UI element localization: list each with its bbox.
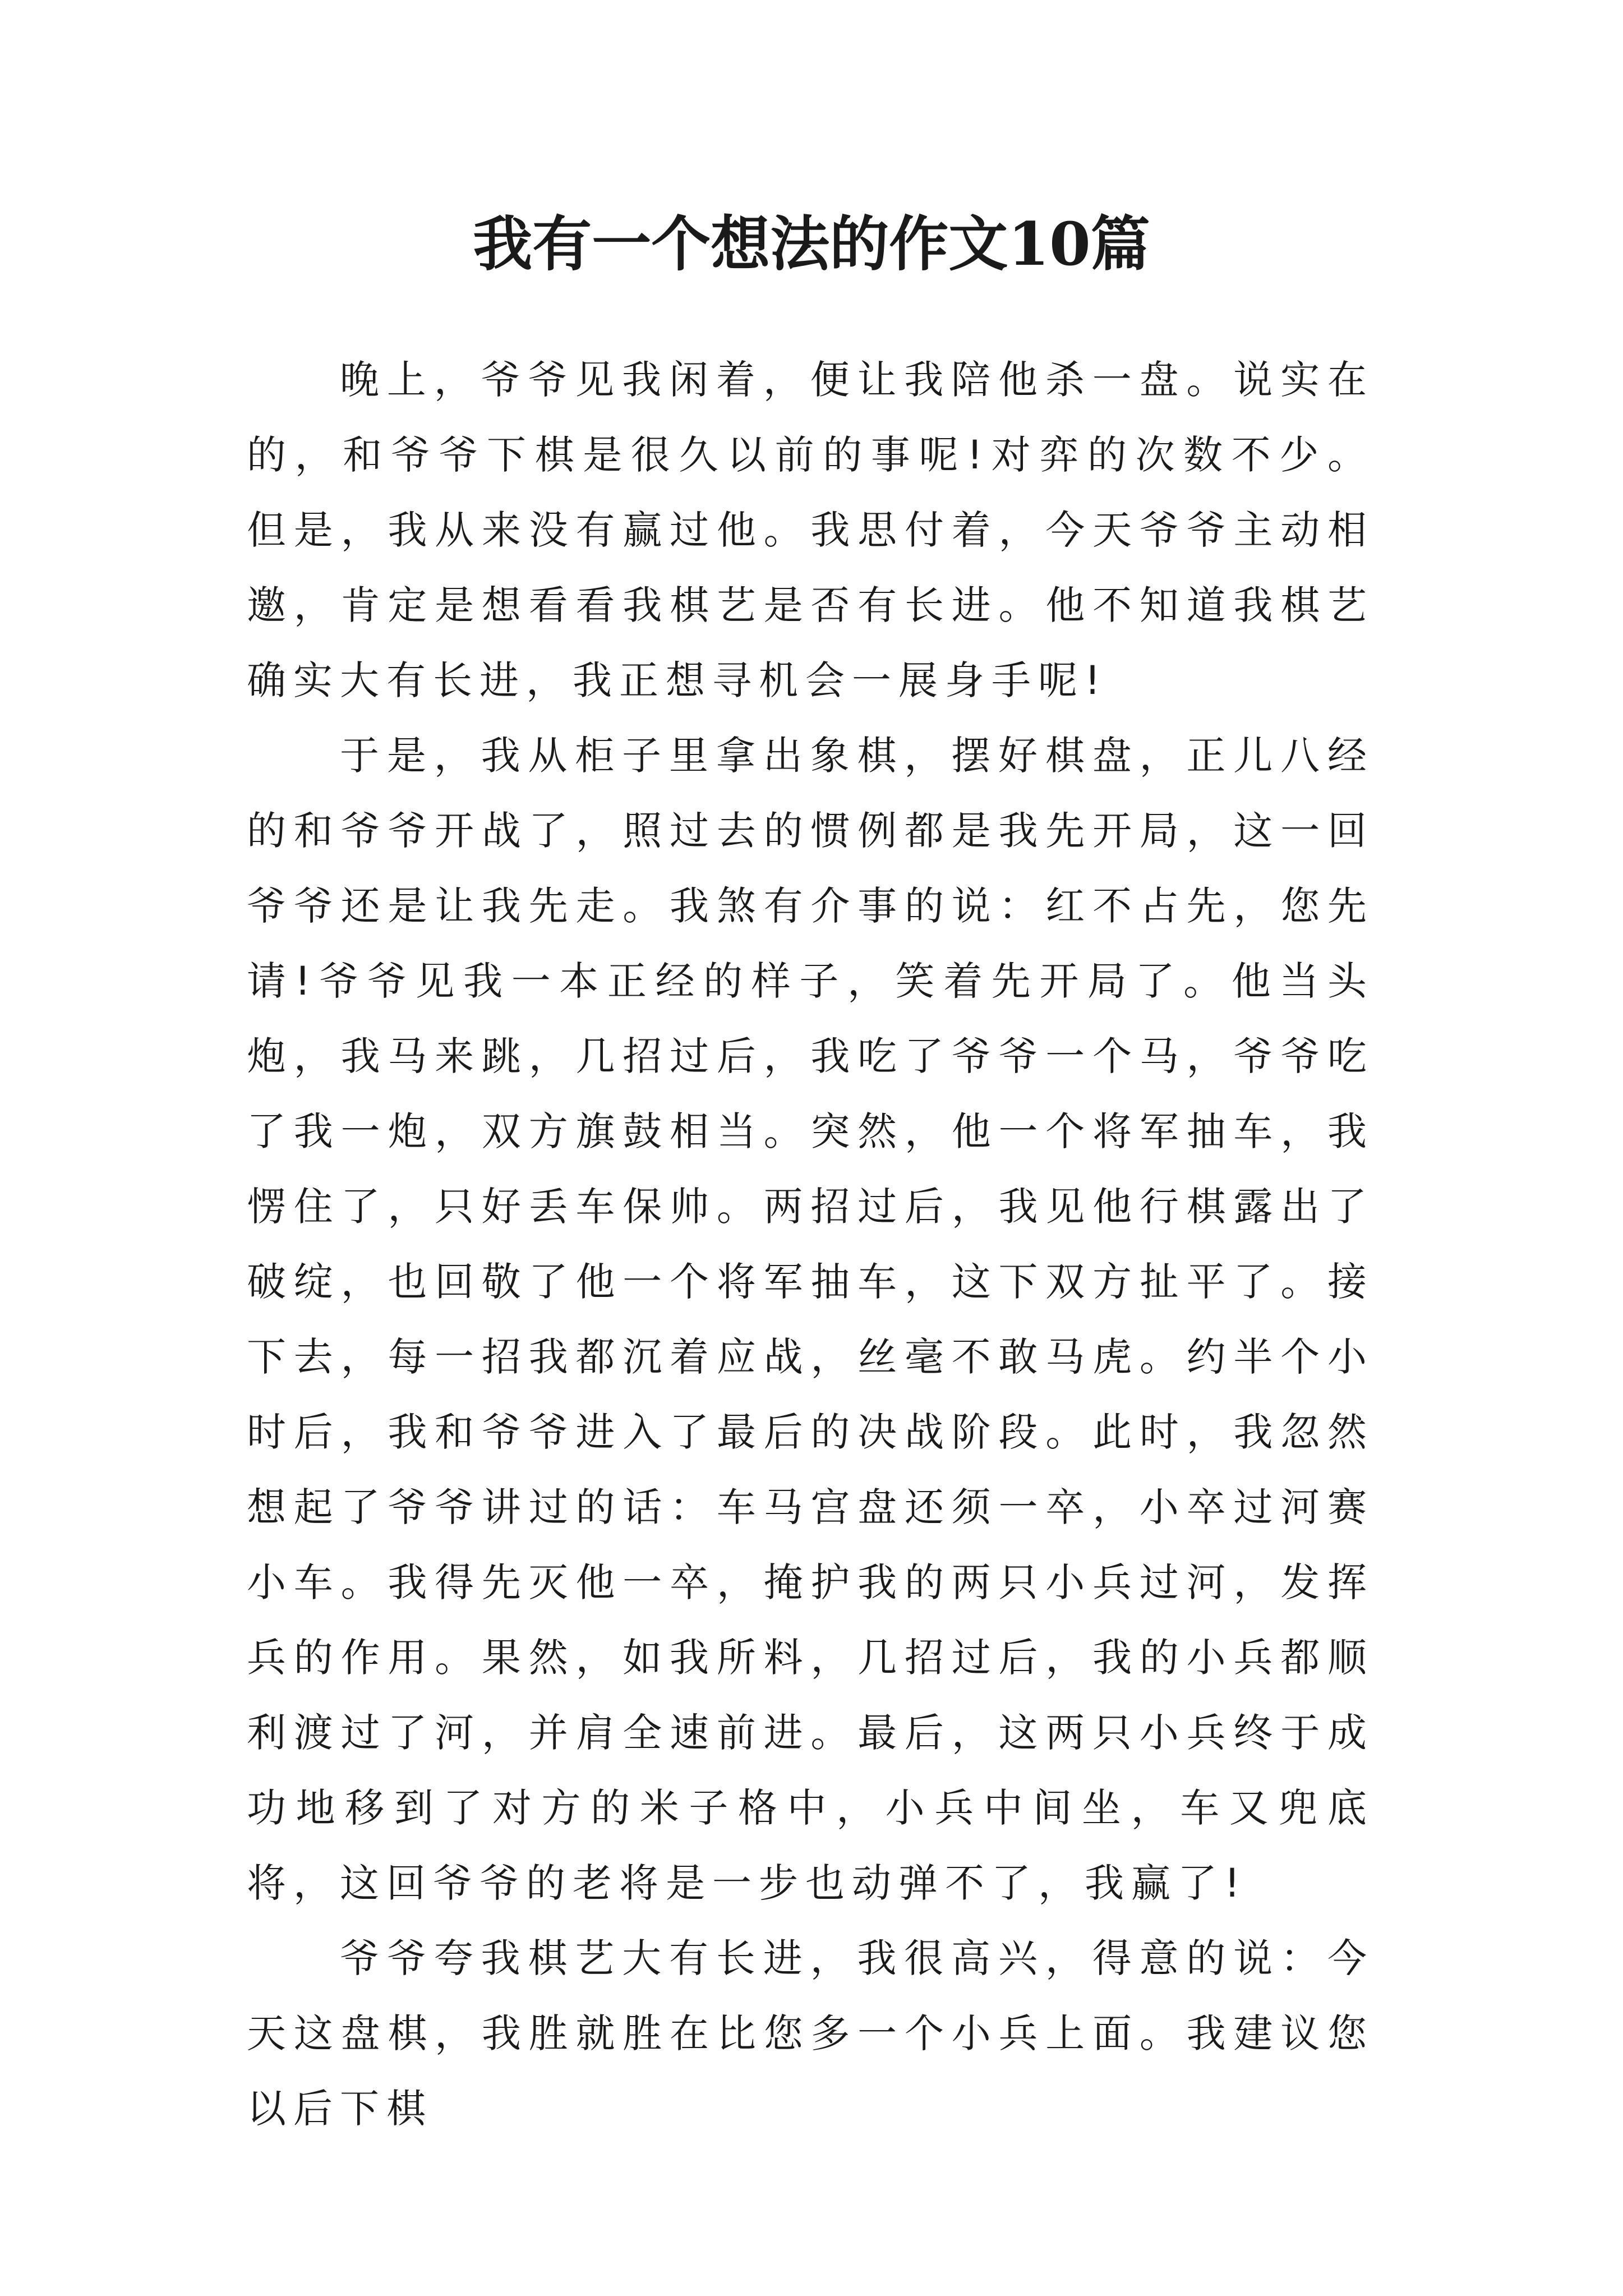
paragraph: 爷爷夸我棋艺大有长进，我很高兴，得意的说：今天这盘棋，我胜就胜在比您多一个小兵上面。我建议您以后下棋 xyxy=(247,1935,1374,2132)
paragraph: 晚上，爷爷见我闲着，便让我陪他杀一盘。说实在的，和爷爷下棋是很久以前的事呢!对弈的次数不少。但是，我从来没有赢过他。我思付着，今天爷爷主动相邀，肯定是想看看我棋艺是否有长进。他不知道我棋艺确实大有长进，我正想寻机会一展身手呢! xyxy=(247,357,1374,703)
paragraph: 于是，我从柜子里拿出象棋，摆好棋盘，正儿八经的和爷爷开战了，照过去的惯例都是我先开局，这一回爷爷还是让我先走。我煞有介事的说：红不占先，您先请!爷爷见我一本正经的样子，笑着先开局了。他当头炮，我马来跳，几招过后，我吃了爷爷一个马，爷爷吃了我一炮，双方旗鼓相当。突然，他一个将军抽车，我愣住了，只好丢车保帅。两招过后，我见他行棋露出了破绽，也回敬了他一个将军抽车，这下双方扯平了。接下去，每一招我都沉着应战，丝毫不敢马虎。约半个小时后，我和爷爷进入了最后的决战阶段。此时，我忽然想起了爷爷讲过的话：车马宫盘还须一卒，小卒过河赛小车。我得先灭他一卒，掩护我的两只小兵过河，发挥兵的作用。果然，如我所料，几招过后，我的小兵都顺利渡过了河，并肩全速前进。最后，这两只小兵终于成功地移到了对方的米子格中，小兵中间坐，车又兜底将，这回爷爷的老将是一步也动弹不了，我赢了! xyxy=(247,733,1374,1906)
document-body xyxy=(247,342,1374,2146)
document-title: 我有一个想法的作文10篇 xyxy=(473,209,1150,279)
